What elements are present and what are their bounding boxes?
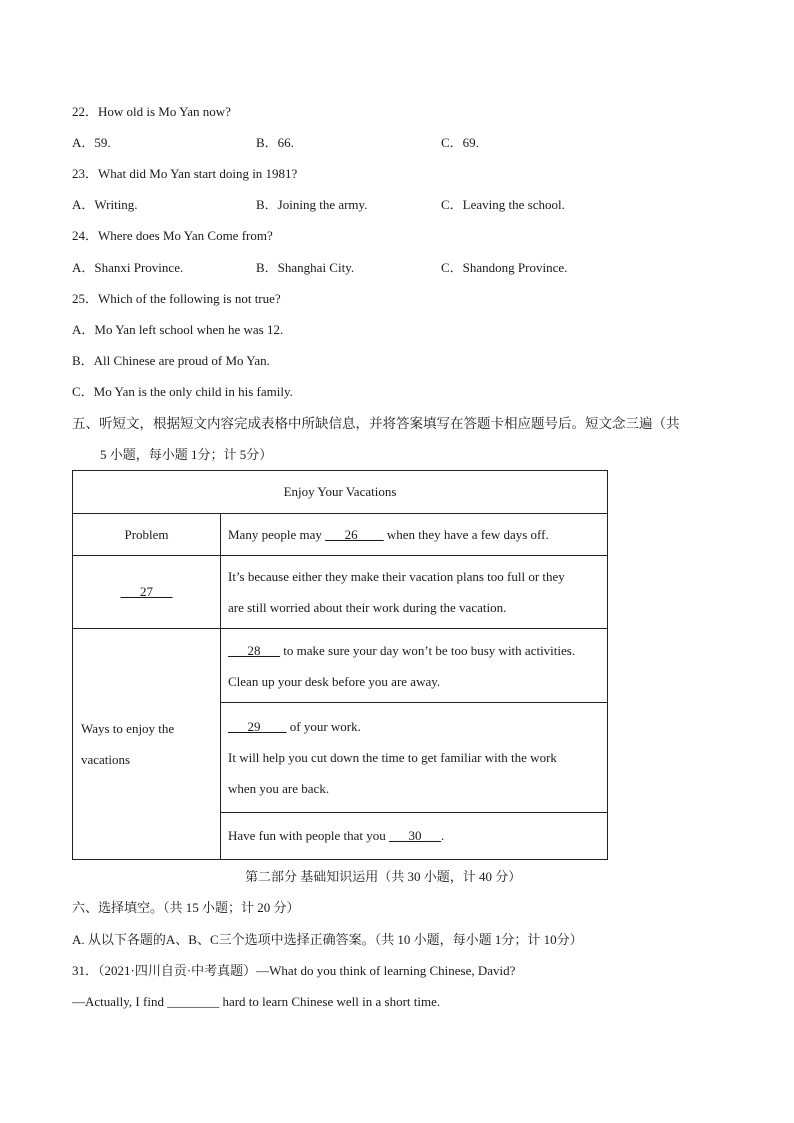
- q23-option-c: C．Leaving the school.: [441, 197, 565, 212]
- ways-label-cell: [73, 629, 221, 860]
- q24-option-c: C．Shandong Province.: [441, 260, 568, 275]
- table-row: [73, 471, 608, 514]
- way-30-text-pre: Have fun with people that you: [228, 828, 390, 843]
- q25-option-b: B．All Chinese are proud of Mo Yan.: [72, 353, 270, 368]
- section6-heading: 六、选择填空。（共 15 小题；计 20 分）: [72, 900, 300, 915]
- q25-option-a: A．Mo Yan left school when he was 12.: [72, 322, 284, 337]
- way-28-text: to make sure your day won’t be too busy with activities.: [280, 642, 576, 658]
- blank-29: ___29____: [228, 719, 287, 734]
- q22-option-a: A．59.: [72, 135, 111, 150]
- q31-stem: 31．（2021·四川自贡·中考真题）—What do you think of learning Chinese, David?: [72, 963, 516, 978]
- ways-label-line-2: vacations: [81, 752, 131, 767]
- part2-heading: 第二部分 基础知识运用（共 30 小题，计 40 分）: [245, 869, 522, 884]
- table-row: [73, 514, 608, 556]
- way-29-line-1: [228, 711, 607, 742]
- problem-text-post: when they have a few days off.: [383, 526, 549, 542]
- way-29-line-2: It will help you cut down the time to get familiar with the work: [228, 750, 557, 765]
- q25-stem: 25．Which of the following is not true?: [72, 291, 281, 306]
- reason-cell: [221, 556, 608, 629]
- q31-answer-line: —Actually, I find ________ hard to learn Chinese well in a short time.: [72, 994, 441, 1009]
- way-30-text-post: .: [441, 828, 445, 843]
- q23-option-b: B．Joining the army.: [256, 197, 368, 212]
- q24-stem: 24．Where does Mo Yan Come from?: [72, 228, 273, 243]
- way-29-cell: [221, 703, 608, 813]
- table-row: [73, 629, 608, 703]
- blank-27: ___27___: [120, 584, 173, 599]
- table-row: [73, 556, 608, 629]
- problem-cell: [221, 514, 608, 556]
- way-29-text: of your work.: [286, 719, 361, 734]
- q23-option-a: A．Writing.: [72, 197, 138, 212]
- way-28-line-2: Clean up your desk before you are away.: [228, 673, 441, 689]
- q23-stem: 23．What did Mo Yan start doing in 1981?: [72, 166, 298, 181]
- q25-option-c: C．Mo Yan is the only child in his family.: [72, 384, 293, 399]
- vacation-table: [72, 470, 608, 860]
- reason-line-1: It’s because either they make their vacation plans too full or they: [228, 569, 565, 584]
- blank-27-cell: [73, 556, 221, 629]
- q24-option-b: B．Shanghai City.: [256, 260, 355, 275]
- table-title: Enjoy Your Vacations: [73, 471, 608, 514]
- q22-option-b: B．66.: [256, 135, 294, 150]
- way-28-cell: [221, 629, 608, 703]
- section6-sub-a: A. 从以下各题的A、B、C三个选项中选择正确答案。（共 10 小题，每小题 1分；计 10分）: [72, 932, 583, 947]
- way-28-line-1: [228, 635, 607, 666]
- q22-option-c: C．69.: [441, 135, 479, 150]
- problem-text-pre: Many people may: [228, 526, 326, 542]
- section5-heading-cont: 5 小题，每小题 1分；计 5分）: [100, 447, 273, 462]
- section5-heading: 五、听短文，根据短文内容完成表格中所缺信息，并将答案填写在答题卡相应题号后。短文念三遍（共: [72, 416, 680, 431]
- way-29-line-3: when you are back.: [228, 781, 330, 796]
- q22-stem: 22．How old is Mo Yan now?: [72, 104, 231, 119]
- reason-line-2: are still worried about their work during the vacation.: [228, 600, 507, 615]
- q24-option-a: A．Shanxi Province.: [72, 260, 184, 275]
- problem-label: Problem: [73, 514, 221, 556]
- ways-label-line-1: Ways to enjoy the: [81, 721, 175, 736]
- blank-30: ___30___: [389, 828, 442, 843]
- way-30-cell: [221, 813, 608, 860]
- blank-26: ___26____: [325, 526, 384, 542]
- blank-28: ___28___: [228, 642, 280, 658]
